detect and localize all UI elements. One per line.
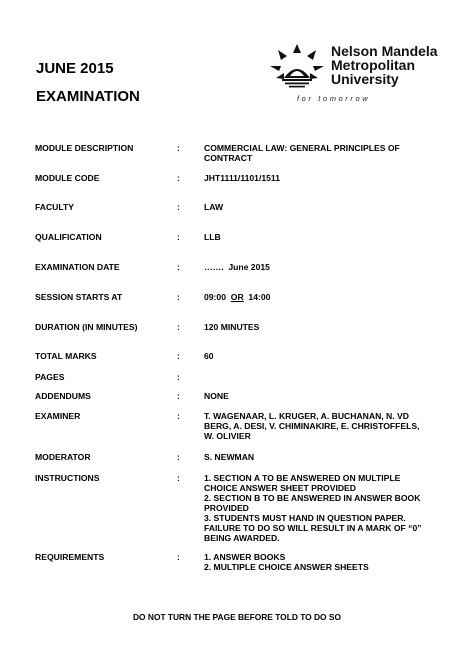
field-label: SESSION STARTS AT xyxy=(35,292,123,302)
field-colon: : xyxy=(177,391,180,401)
field-colon: : xyxy=(177,173,180,183)
field-value: JHT1111/1101/1511 xyxy=(204,173,280,183)
field-value: NONE xyxy=(204,391,229,401)
field-colon: : xyxy=(177,232,180,242)
field-label: EXAMINER xyxy=(35,411,81,421)
field-label: INSTRUCTIONS xyxy=(35,473,100,483)
field-value: 60 xyxy=(204,351,214,361)
field-colon: : xyxy=(177,202,180,212)
field-label: EXAMINATION DATE xyxy=(35,262,120,272)
field-label: DURATION (IN MINUTES) xyxy=(35,322,138,332)
footer-notice: DO NOT TURN THE PAGE BEFORE TOLD TO DO SO xyxy=(133,612,341,622)
session-time-afternoon: 14:00 xyxy=(243,292,271,302)
session-or-text: OR xyxy=(230,292,244,302)
field-value: LLB xyxy=(204,232,221,242)
exam-month-heading: JUNE 2015 xyxy=(36,60,114,77)
field-colon: : xyxy=(177,552,180,562)
field-value: T. WAGENAAR, L. KRUGER, A. BUCHANAN, N. VD BERG, A. DESI, V. CHIMINAKIRE, E. CHRISTOFFELS, W. OLIVIER xyxy=(204,411,420,441)
field-value: 1. ANSWER BOOKS 2. MULTIPLE CHOICE ANSWER SHEETS xyxy=(204,552,369,572)
session-time-morning: 09:00 xyxy=(204,292,231,302)
university-logo-icon xyxy=(268,42,326,88)
field-colon: : xyxy=(177,143,180,153)
logo-name-line2: Metropolitan xyxy=(331,57,415,73)
field-label: TOTAL MARKS xyxy=(35,351,97,361)
field-label: MODERATOR xyxy=(35,452,91,462)
field-label: MODULE DESCRIPTION xyxy=(35,143,134,153)
field-value: ……. June 2015 xyxy=(204,262,270,272)
field-label: FACULTY xyxy=(35,202,74,212)
field-label: ADDENDUMS xyxy=(35,391,91,401)
field-colon: : xyxy=(177,372,180,382)
exam-title-heading: EXAMINATION xyxy=(36,88,140,105)
field-value: LAW xyxy=(204,202,224,212)
logo-tagline: for tomorrow xyxy=(297,94,371,103)
field-colon: : xyxy=(177,473,180,483)
field-label: QUALIFICATION xyxy=(35,232,102,242)
field-colon: : xyxy=(177,452,180,462)
field-label: PAGES xyxy=(35,372,65,382)
logo-name-line1: Nelson Mandela xyxy=(331,43,438,59)
logo-name-line3: University xyxy=(331,71,399,87)
field-value: 120 MINUTES xyxy=(204,322,260,332)
field-label: MODULE CODE xyxy=(35,173,100,183)
field-value: 1. SECTION A TO BE ANSWERED ON MULTIPLE CHOICE ANSWER SHEET PROVIDED 2. SECTION B TO BE ANSWERED IN ANSWER BOOK PROVIDED 3. STUDENTS MUST HAND IN QUESTION PAPER. FAILURE TO DO SO WILL RESULT IN A MARK OF “0” BEING AWARDED. xyxy=(204,473,422,543)
field-label: REQUIREMENTS xyxy=(35,552,105,562)
field-colon: : xyxy=(177,292,180,302)
field-colon: : xyxy=(177,322,180,332)
field-colon: : xyxy=(177,351,180,361)
field-value xyxy=(204,292,436,302)
field-value: COMMERCIAL LAW: GENERAL PRINCIPLES OF CONTRACT xyxy=(204,143,400,163)
field-value: S. NEWMAN xyxy=(204,452,255,462)
field-colon: : xyxy=(177,411,180,421)
field-colon: : xyxy=(177,262,180,272)
